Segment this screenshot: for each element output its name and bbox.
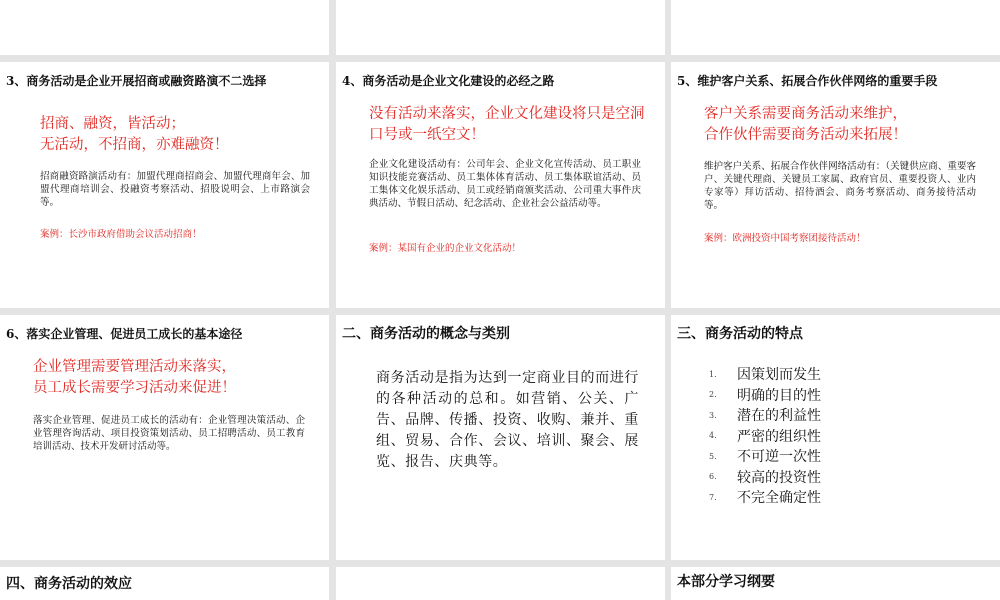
list-item — [709, 364, 821, 385]
slide-title: 4、商务活动是企业文化建设的必经之路 — [342, 74, 555, 88]
list-item — [709, 385, 821, 406]
feature-list — [709, 364, 821, 508]
slide-title: 3、商务活动是企业开展招商或融资路演不二选择 — [6, 74, 267, 88]
list-item — [709, 467, 821, 488]
slide-thumb-3[interactable] — [0, 62, 329, 308]
slide-title: 6、落实企业管理、促进员工成长的基本途径 — [6, 327, 243, 341]
slide-thumb-8[interactable] — [671, 315, 1000, 560]
slide-body-text: 招商融资路演活动有：加盟代理商招商会、加盟代理商年会、加盟代理商培训会、投融资考察活动、招股说明会、上市路演会等。 — [40, 171, 310, 208]
list-number: 1. — [709, 369, 717, 379]
list-text: 明确的目的性 — [737, 387, 821, 404]
slide-thumb-7[interactable] — [336, 315, 665, 560]
headline: 没有活动来落实，企业文化建设将只是空洞口号或一纸空文！ — [369, 106, 645, 143]
headline-line-2: 员工成长需要学习活动来促进！ — [33, 380, 236, 396]
list-text: 不可逆一次性 — [737, 449, 821, 466]
list-number: 7. — [709, 492, 717, 502]
slide-thumb-9[interactable] — [0, 567, 329, 600]
list-item — [709, 426, 821, 447]
list-number: 3. — [709, 410, 717, 420]
slide-thumb-top-center[interactable] — [336, 0, 665, 55]
slide-title: 四、商务活动的效应 — [6, 576, 132, 592]
case-note: 案例：长沙市政府借助会议活动招商！ — [40, 229, 202, 240]
slide-thumb-11[interactable] — [671, 567, 1000, 600]
headline-line-1: 招商、融资，皆活动； — [40, 116, 185, 132]
case-note: 案例：欧洲投资中国考察团接待活动！ — [704, 233, 866, 244]
slide-thumb-6[interactable] — [0, 315, 329, 560]
slide-thumb-4[interactable] — [336, 62, 665, 308]
list-text: 潜在的利益性 — [737, 408, 821, 425]
slide-title: 5、维护客户关系、拓展合作伙伴网络的重要手段 — [677, 74, 938, 88]
headline-line-1: 企业管理需要管理活动来落实， — [33, 359, 236, 375]
headline-line-1: 客户关系需要商务活动来维护， — [704, 106, 907, 122]
list-text: 严密的组织性 — [737, 428, 821, 445]
slide-body-text: 维护客户关系、拓展合作伙伴网络活动有：（关键供应商、重要客户、关键代理商、关键员工家属、政府官员、重要投资人、业内专家等）拜访活动、招待酒会、商务考察活动、商务接待活动等。 — [704, 161, 976, 211]
headline-line-2: 无活动，不招商，亦难融资！ — [40, 137, 229, 153]
list-number: 5. — [709, 451, 717, 461]
list-text: 不完全确定性 — [737, 490, 821, 507]
list-number: 4. — [709, 431, 717, 441]
slide-thumb-10[interactable] — [336, 567, 665, 600]
slide-title: 本部分学习纲要 — [677, 574, 775, 590]
list-number: 6. — [709, 472, 717, 482]
slide-thumb-5[interactable] — [671, 62, 1000, 308]
slide-body-text: 落实企业管理、促进员工成长的活动有：企业管理决策活动、企业管理咨询活动、项目投资策划活动、员工招聘活动、员工教育培训活动、技术开发研讨活动等。 — [33, 415, 305, 452]
list-text: 因策划而发生 — [737, 367, 821, 384]
slide-title: 二、商务活动的概念与类别 — [342, 326, 510, 342]
case-note: 案例：某国有企业的企业文化活动！ — [369, 243, 522, 254]
slide-thumb-top-right[interactable] — [671, 0, 1000, 55]
list-item — [709, 487, 821, 508]
list-text: 较高的投资性 — [737, 469, 821, 486]
list-item — [709, 446, 821, 467]
slide-title: 三、商务活动的特点 — [677, 326, 803, 342]
slide-thumb-top-left[interactable] — [0, 0, 329, 55]
definition-text: 商务活动是指为达到一定商业目的而进行的各种活动的总和。如营销、公关、广告、品牌、传播、投资、收购、兼并、重组、贸易、合作、会议、培训、聚会、展览、报告、庆典等。 — [376, 370, 639, 470]
slide-body-text: 企业文化建设活动有：公司年会、企业文化宣传活动、员工职业知识技能竞赛活动、员工集体体育活动、员工集体联谊活动、员工集体文化娱乐活动、员工或经销商颁奖活动、公司重大事件庆典活动、节假日活动、纪念活动、企业社会公益活动等。 — [369, 159, 641, 209]
list-item — [709, 405, 821, 426]
list-number: 2. — [709, 390, 717, 400]
headline-line-2: 合作伙伴需要商务活动来拓展！ — [704, 127, 907, 143]
